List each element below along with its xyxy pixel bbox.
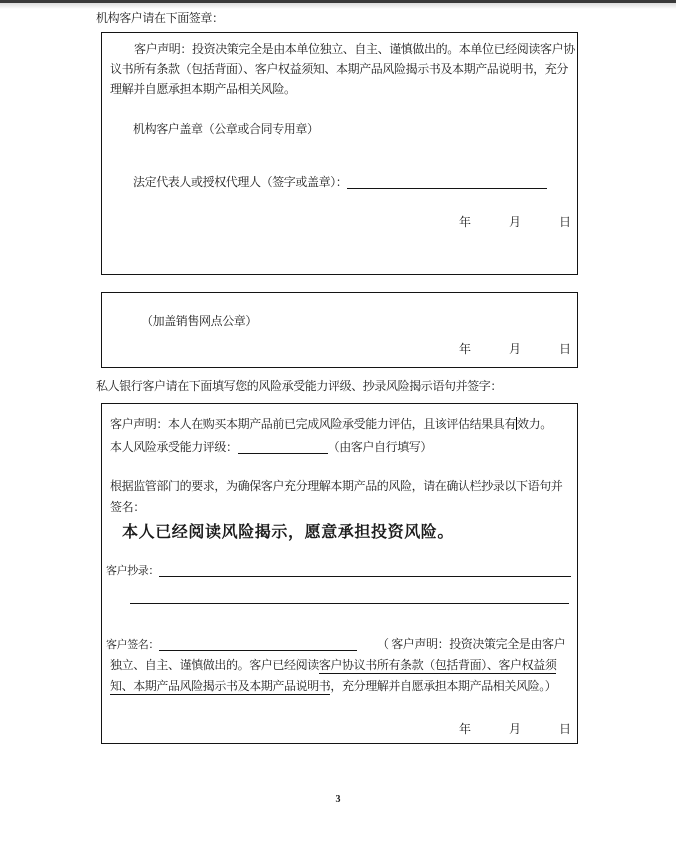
declaration-text-end: 效力。 <box>517 417 552 431</box>
declaration-line: 理解并自愿承担本期产品相关风险。 <box>110 82 296 96</box>
date-year-label: 年 <box>458 722 471 736</box>
representative-label: 法定代表人或授权代理人（签字或盖章）： <box>133 175 348 189</box>
date-month-label: 月 <box>508 722 521 736</box>
private-declaration-line <box>110 416 552 433</box>
institutional-seal-label: 机构客户盖章（公章或合同专用章） <box>133 122 319 136</box>
sales-outlet-seal-box <box>101 292 578 368</box>
representative-signature-row <box>133 174 547 191</box>
transcribe-instruction-line: 根据监管部门的要求，为确保客户充分理解本期产品的风险，请在确认栏抄录以下语句并 <box>110 479 563 493</box>
declaration-text: 客户声明：本人在购买本期产品前已完成风险承受能力评估，且该评估结果具有 <box>110 417 517 431</box>
transcribe-instruction-line: 签名： <box>110 500 145 514</box>
signature-note-line <box>110 657 556 674</box>
risk-rating-hint: （由客户自行填写） <box>327 440 433 454</box>
outlet-seal-label: （加盖销售网点公章） <box>141 314 258 328</box>
date-month-label: 月 <box>508 342 521 356</box>
date-row <box>459 721 571 737</box>
customer-signature-field[interactable] <box>159 636 357 651</box>
date-day-label: 日 <box>558 215 571 229</box>
signature-note-open: （ 客户声明：投资决策完全是由客户 <box>377 637 566 651</box>
customer-signature-label: 客户签名： <box>106 639 159 651</box>
note-underlined-text: 知、本期产品风险揭示书及本期产品说明书 <box>110 679 331 693</box>
institutional-declaration <box>110 39 575 99</box>
date-month-label: 月 <box>508 215 521 229</box>
customer-transcription-field-line2[interactable] <box>130 603 569 604</box>
private-banking-section-heading: 私人银行客户请在下面填写您的风险承受能力评级、抄录风险揭示语句并签字： <box>96 379 503 393</box>
customer-signature-row <box>106 636 565 654</box>
note-plain-text: 独立、自主、谨慎做出的。客户已经阅读 <box>110 658 319 672</box>
page-number: 3 <box>335 794 341 805</box>
risk-rating-label: 本人风险承受能力评级： <box>110 440 238 454</box>
date-year-label: 年 <box>458 342 471 356</box>
date-year-label: 年 <box>458 215 471 229</box>
declaration-line: 议书所有条款（包括背面）、客户权益须知、本期产品风险揭示书及本期产品说明书，充分 <box>110 62 569 76</box>
signature-note-line <box>110 678 556 695</box>
declaration-line: 客户声明：投资决策完全是由本单位独立、自主、谨慎做出的。本单位已经阅读客户协 <box>134 42 575 56</box>
risk-rating-field[interactable] <box>238 439 328 454</box>
note-plain-text: ，充分理解并自愿承担本期产品相关风险。） <box>330 679 557 693</box>
risk-rating-row <box>110 439 432 456</box>
customer-transcription-field-line1[interactable] <box>159 562 571 577</box>
date-row <box>459 341 571 357</box>
customer-transcription-label: 客户抄录： <box>106 565 159 577</box>
date-day-label: 日 <box>558 342 571 356</box>
private-banking-signature-box <box>101 403 578 744</box>
date-row <box>459 214 571 230</box>
note-underlined-text: 客户协议书所有条款（包括背面）、客户权益须 <box>318 658 557 672</box>
customer-transcription-row <box>106 562 571 579</box>
risk-acknowledgement-statement: 本人已经阅读风险揭示，愿意承担投资风险。 <box>122 524 455 541</box>
date-day-label: 日 <box>558 722 571 736</box>
representative-signature-field[interactable] <box>347 174 547 189</box>
institutional-signature-box <box>101 32 578 275</box>
institutional-section-heading: 机构客户请在下面签章： <box>96 11 224 25</box>
